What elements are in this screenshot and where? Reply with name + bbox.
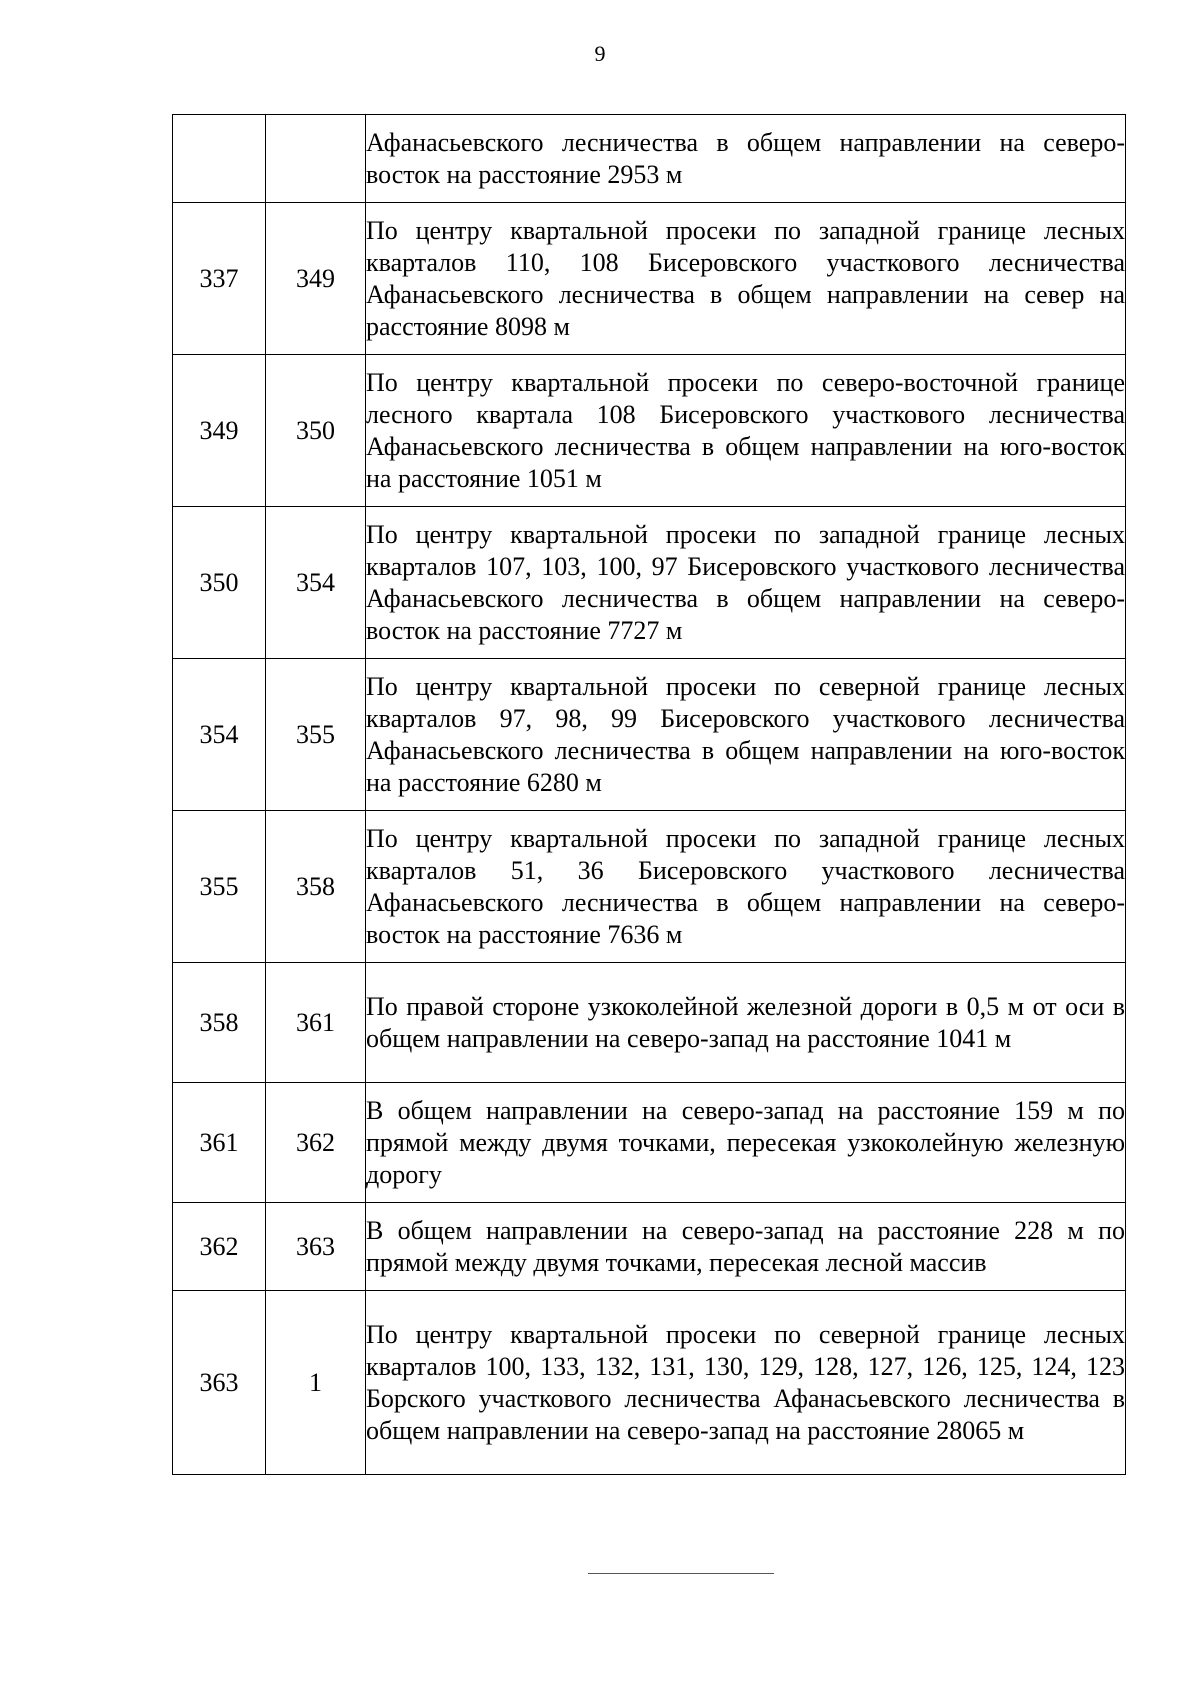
table-row [173, 659, 1126, 811]
boundary-description-cell [366, 659, 1126, 811]
boundary-description-cell [366, 811, 1126, 963]
boundary-description-cell [366, 1203, 1126, 1291]
point-to-cell: 354 [266, 507, 366, 659]
boundary-description-text: По центру квартальной просеки по северной границе лесных кварталов 97, 98, 99 Бисеровского участкового лесничества Афанасьевского лесничества в общем направлении на юго-восток на расстояние 6280 м [366, 671, 1125, 797]
table-row [173, 203, 1126, 355]
boundary-description-cell [366, 1083, 1126, 1203]
boundary-description-text: По центру квартальной просеки по западной границе лесных кварталов 107, 103, 100, 97 Бисеровского участкового лесничества Афанасьевского лесничества в общем направлении на северо-восток на расстояние 7727 м [366, 519, 1125, 645]
table-row [173, 355, 1126, 507]
boundary-description-cell [366, 115, 1126, 203]
point-from-cell: 337 [173, 203, 266, 355]
boundary-description-text: По центру квартальной просеки по западной границе лесных кварталов 51, 36 Бисеровского участкового лесничества Афанасьевского лесничества в общем направлении на северо-восток на расстояние 7636 м [366, 823, 1125, 949]
point-to-cell: 361 [266, 963, 366, 1083]
boundary-description-text: По центру квартальной просеки по западной границе лесных кварталов 110, 108 Бисеровского участкового лесничества Афанасьевского лесничества в общем направлении на север на расстояние 8098 м [366, 215, 1125, 341]
table-row [173, 1083, 1126, 1203]
point-to-cell [266, 115, 366, 203]
table-row [173, 507, 1126, 659]
boundary-description-cell [366, 963, 1126, 1083]
point-to-cell: 349 [266, 203, 366, 355]
boundary-description-text: По центру квартальной просеки по северо-восточной границе лесного квартала 108 Бисеровского участкового лесничества Афанасьевского лесничества в общем направлении на юго-восток на расстояние 1051 м [366, 367, 1125, 493]
point-from-cell: 358 [173, 963, 266, 1083]
point-to-cell: 1 [266, 1291, 366, 1475]
point-from-cell: 349 [173, 355, 266, 507]
boundary-description-text: В общем направлении на северо-запад на расстояние 159 м по прямой между двумя точками, пересекая узкоколейную железную дорогу [366, 1095, 1125, 1189]
point-to-cell: 362 [266, 1083, 366, 1203]
boundary-description-cell [366, 355, 1126, 507]
table-row [173, 115, 1126, 203]
boundary-description-cell [366, 1291, 1126, 1475]
point-from-cell: 355 [173, 811, 266, 963]
table-row [173, 1203, 1126, 1291]
table-row [173, 963, 1126, 1083]
point-from-cell: 363 [173, 1291, 266, 1475]
point-from-cell [173, 115, 266, 203]
point-from-cell: 361 [173, 1083, 266, 1203]
boundary-description-text: По правой стороне узкоколейной железной дороги в 0,5 м от оси в общем направлении на северо-запад на расстояние 1041 м [366, 991, 1125, 1053]
footer-divider [588, 1573, 774, 1574]
point-to-cell: 363 [266, 1203, 366, 1291]
point-from-cell: 354 [173, 659, 266, 811]
boundary-description-cell [366, 507, 1126, 659]
boundary-description-text: В общем направлении на северо-запад на расстояние 228 м по прямой между двумя точками, пересекая лесной массив [366, 1215, 1125, 1277]
point-from-cell: 350 [173, 507, 266, 659]
boundary-description-cell [366, 203, 1126, 355]
table-row [173, 1291, 1126, 1475]
boundary-description-text: Афанасьевского лесничества в общем направлении на северо-восток на расстояние 2953 м [366, 127, 1125, 189]
table-row [173, 811, 1126, 963]
point-from-cell: 362 [173, 1203, 266, 1291]
boundary-description-text: По центру квартальной просеки по северной границе лесных кварталов 100, 133, 132, 131, 130, 129, 128, 127, 126, 125, 124, 123 Борского участкового лесничества Афанасьевского лесничества в общем направлении на северо-запад на расстояние 28065 м [366, 1319, 1125, 1445]
boundary-table [172, 114, 1126, 1475]
page-number: 9 [594, 41, 606, 66]
point-to-cell: 358 [266, 811, 366, 963]
point-to-cell: 350 [266, 355, 366, 507]
point-to-cell: 355 [266, 659, 366, 811]
